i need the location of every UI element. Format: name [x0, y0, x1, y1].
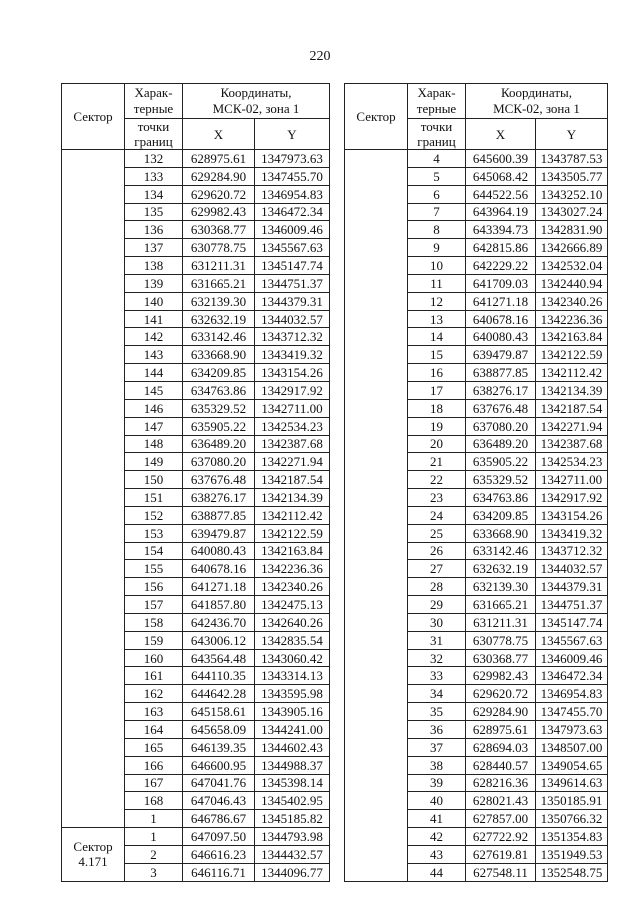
coord-y: 1346954.83	[536, 685, 608, 703]
coord-y: 1342340.26	[536, 292, 608, 310]
coord-y: 1343252.10	[536, 185, 608, 203]
header-y: Y	[255, 119, 330, 150]
coord-y: 1342112.42	[255, 506, 330, 524]
coord-x: 645068.42	[466, 167, 536, 185]
point-number: 15	[408, 346, 466, 364]
coord-y: 1344096.77	[255, 863, 330, 881]
coord-x: 644110.35	[183, 667, 255, 685]
coord-x: 641271.18	[183, 578, 255, 596]
point-number: 146	[125, 399, 183, 417]
coord-x: 630368.77	[183, 221, 255, 239]
point-number: 159	[125, 631, 183, 649]
coord-y: 1342534.23	[536, 453, 608, 471]
point-number: 24	[408, 506, 466, 524]
coord-y: 1343154.26	[255, 364, 330, 382]
point-number: 38	[408, 756, 466, 774]
coord-y: 1343060.42	[255, 649, 330, 667]
coord-y: 1342122.59	[536, 346, 608, 364]
coord-y: 1344032.57	[536, 560, 608, 578]
point-number: 157	[125, 596, 183, 614]
coordinates-table-right	[344, 83, 608, 882]
point-number: 164	[125, 721, 183, 739]
sector-label	[62, 828, 125, 882]
coord-y: 1344751.37	[536, 596, 608, 614]
point-number: 11	[408, 274, 466, 292]
coord-y: 1343505.77	[536, 167, 608, 185]
point-number: 165	[125, 738, 183, 756]
point-number: 10	[408, 257, 466, 275]
coord-y: 1346954.83	[255, 185, 330, 203]
coord-y: 1343419.32	[536, 524, 608, 542]
coord-x: 627857.00	[466, 810, 536, 828]
coord-x: 628975.61	[183, 150, 255, 168]
coord-y: 1346472.34	[536, 667, 608, 685]
coord-y: 1342711.00	[536, 471, 608, 489]
point-number: 150	[125, 471, 183, 489]
point-number: 136	[125, 221, 183, 239]
coord-y: 1347973.63	[255, 150, 330, 168]
point-number: 151	[125, 489, 183, 507]
coord-y: 1350766.32	[536, 810, 608, 828]
coord-y: 1342236.36	[255, 560, 330, 578]
coord-x: 643006.12	[183, 631, 255, 649]
coord-y: 1342835.54	[255, 631, 330, 649]
page-number: 220	[309, 49, 331, 64]
coord-y: 1342340.26	[255, 578, 330, 596]
coord-y: 1342271.94	[536, 417, 608, 435]
coord-y: 1343787.53	[536, 150, 608, 168]
point-number: 36	[408, 721, 466, 739]
point-number: 138	[125, 257, 183, 275]
header-points-bottom: точки границ	[125, 119, 183, 150]
coord-y: 1342440.94	[536, 274, 608, 292]
coord-x: 630778.75	[183, 239, 255, 257]
point-number: 22	[408, 471, 466, 489]
point-number: 3	[125, 863, 183, 881]
coord-x: 644522.56	[466, 185, 536, 203]
coord-x: 639479.87	[183, 524, 255, 542]
coord-y: 1351949.53	[536, 845, 608, 863]
coord-x: 639479.87	[466, 346, 536, 364]
coord-x: 640080.43	[466, 328, 536, 346]
point-number: 137	[125, 239, 183, 257]
header-points-top: Харак- терные	[125, 84, 183, 119]
coord-x: 632632.19	[466, 560, 536, 578]
coord-x: 644642.28	[183, 685, 255, 703]
coord-x: 635905.22	[183, 417, 255, 435]
coord-x: 645158.61	[183, 703, 255, 721]
coord-y: 1345567.63	[255, 239, 330, 257]
coord-x: 632139.30	[466, 578, 536, 596]
coord-y: 1342711.00	[255, 399, 330, 417]
coord-x: 628694.03	[466, 738, 536, 756]
point-number: 166	[125, 756, 183, 774]
coord-y: 1343419.32	[255, 346, 330, 364]
point-number: 145	[125, 381, 183, 399]
coord-x: 631211.31	[466, 613, 536, 631]
coord-x: 629284.90	[183, 167, 255, 185]
coord-x: 641709.03	[466, 274, 536, 292]
point-number: 35	[408, 703, 466, 721]
coord-x: 636489.20	[466, 435, 536, 453]
point-number: 44	[408, 863, 466, 881]
coord-x: 633142.46	[183, 328, 255, 346]
coord-x: 645658.09	[183, 721, 255, 739]
coord-y: 1342532.04	[536, 257, 608, 275]
coord-x: 634763.86	[466, 489, 536, 507]
coord-y: 1342187.54	[536, 399, 608, 417]
header-coords-title: Координаты, МСК-02, зона 1	[466, 84, 608, 119]
point-number: 20	[408, 435, 466, 453]
coord-y: 1345398.14	[255, 774, 330, 792]
coord-x: 641271.18	[466, 292, 536, 310]
coord-x: 646786.67	[183, 810, 255, 828]
point-number: 154	[125, 542, 183, 560]
coord-x: 637676.48	[466, 399, 536, 417]
coord-x: 642229.22	[466, 257, 536, 275]
point-number: 142	[125, 328, 183, 346]
coord-y: 1350185.91	[536, 792, 608, 810]
point-number: 42	[408, 828, 466, 846]
coord-y: 1342917.92	[255, 381, 330, 399]
point-number: 6	[408, 185, 466, 203]
point-number: 21	[408, 453, 466, 471]
coord-y: 1342475.13	[255, 596, 330, 614]
coord-y: 1348507.00	[536, 738, 608, 756]
coord-y: 1342387.68	[255, 435, 330, 453]
point-number: 4	[408, 150, 466, 168]
point-number: 13	[408, 310, 466, 328]
coord-x: 632632.19	[183, 310, 255, 328]
sector-cell	[345, 150, 408, 882]
coord-y: 1343595.98	[255, 685, 330, 703]
point-number: 23	[408, 489, 466, 507]
header-points-bottom: точки границ	[408, 119, 466, 150]
coord-x: 636489.20	[183, 435, 255, 453]
point-number: 32	[408, 649, 466, 667]
point-number: 168	[125, 792, 183, 810]
sector-label-line: 4.171	[78, 854, 108, 870]
coord-y: 1344432.57	[255, 845, 330, 863]
sector-cell	[62, 150, 125, 828]
point-number: 144	[125, 364, 183, 382]
header-x: X	[183, 119, 255, 150]
coord-y: 1343905.16	[255, 703, 330, 721]
coord-x: 647097.50	[183, 828, 255, 846]
coord-x: 635329.52	[466, 471, 536, 489]
table-row	[62, 828, 330, 846]
point-number: 8	[408, 221, 466, 239]
coord-y: 1344379.31	[536, 578, 608, 596]
point-number: 152	[125, 506, 183, 524]
coord-x: 634763.86	[183, 381, 255, 399]
point-number: 1	[125, 828, 183, 846]
coord-y: 1343154.26	[536, 506, 608, 524]
coord-x: 640080.43	[183, 542, 255, 560]
coord-y: 1344032.57	[255, 310, 330, 328]
coord-x: 634209.85	[466, 506, 536, 524]
point-number: 163	[125, 703, 183, 721]
coord-x: 638877.85	[466, 364, 536, 382]
coord-x: 635905.22	[466, 453, 536, 471]
coord-y: 1342122.59	[255, 524, 330, 542]
point-number: 12	[408, 292, 466, 310]
header-sector: Сектор	[345, 84, 408, 150]
point-number: 143	[125, 346, 183, 364]
coord-x: 629982.43	[466, 667, 536, 685]
coord-x: 633668.90	[183, 346, 255, 364]
point-number: 28	[408, 578, 466, 596]
coord-y: 1344379.31	[255, 292, 330, 310]
coord-x: 635329.52	[183, 399, 255, 417]
coord-x: 638276.17	[466, 381, 536, 399]
coord-y: 1346009.46	[536, 649, 608, 667]
table-body-left	[62, 150, 330, 882]
header-y: Y	[536, 119, 608, 150]
sector-label-line: Сектор	[73, 839, 113, 855]
coord-x: 631665.21	[466, 596, 536, 614]
point-number: 19	[408, 417, 466, 435]
point-number: 134	[125, 185, 183, 203]
coord-y: 1342271.94	[255, 453, 330, 471]
coord-y: 1343712.32	[255, 328, 330, 346]
point-number: 140	[125, 292, 183, 310]
coord-x: 629620.72	[466, 685, 536, 703]
coord-x: 646600.95	[183, 756, 255, 774]
coord-x: 633668.90	[466, 524, 536, 542]
point-number: 147	[125, 417, 183, 435]
header-x: X	[466, 119, 536, 150]
coord-y: 1342134.39	[255, 489, 330, 507]
coord-x: 638877.85	[183, 506, 255, 524]
coord-y: 1342917.92	[536, 489, 608, 507]
point-number: 148	[125, 435, 183, 453]
coord-x: 628440.57	[466, 756, 536, 774]
coord-y: 1343712.32	[536, 542, 608, 560]
coord-y: 1344751.37	[255, 274, 330, 292]
coord-y: 1342134.39	[536, 381, 608, 399]
point-number: 27	[408, 560, 466, 578]
coord-x: 643964.19	[466, 203, 536, 221]
coord-x: 643394.73	[466, 221, 536, 239]
coord-x: 637676.48	[183, 471, 255, 489]
coord-y: 1345185.82	[255, 810, 330, 828]
coord-y: 1352548.75	[536, 863, 608, 881]
point-number: 43	[408, 845, 466, 863]
point-number: 1	[125, 810, 183, 828]
coord-x: 646616.23	[183, 845, 255, 863]
coord-y: 1349054.65	[536, 756, 608, 774]
point-number: 160	[125, 649, 183, 667]
point-number: 2	[125, 845, 183, 863]
coord-x: 627619.81	[466, 845, 536, 863]
point-number: 149	[125, 453, 183, 471]
coord-x: 647041.76	[183, 774, 255, 792]
point-number: 37	[408, 738, 466, 756]
point-number: 133	[125, 167, 183, 185]
point-number: 34	[408, 685, 466, 703]
coord-x: 643564.48	[183, 649, 255, 667]
coord-x: 628216.36	[466, 774, 536, 792]
point-number: 16	[408, 364, 466, 382]
point-number: 153	[125, 524, 183, 542]
coord-y: 1346009.46	[255, 221, 330, 239]
header-coords-title: Координаты, МСК-02, зона 1	[183, 84, 330, 119]
point-number: 26	[408, 542, 466, 560]
coord-x: 646116.71	[183, 863, 255, 881]
coord-x: 629982.43	[183, 203, 255, 221]
point-number: 158	[125, 613, 183, 631]
coord-x: 637080.20	[183, 453, 255, 471]
coord-y: 1345147.74	[255, 257, 330, 275]
coordinates-table-left	[61, 83, 330, 882]
coord-y: 1351354.83	[536, 828, 608, 846]
point-number: 156	[125, 578, 183, 596]
coord-x: 627722.92	[466, 828, 536, 846]
coord-x: 645600.39	[466, 150, 536, 168]
coord-y: 1342387.68	[536, 435, 608, 453]
coord-x: 630778.75	[466, 631, 536, 649]
coord-x: 629284.90	[466, 703, 536, 721]
coord-y: 1343314.13	[255, 667, 330, 685]
coord-y: 1345567.63	[536, 631, 608, 649]
coord-y: 1347973.63	[536, 721, 608, 739]
point-number: 41	[408, 810, 466, 828]
point-number: 141	[125, 310, 183, 328]
coord-y: 1345402.95	[255, 792, 330, 810]
coord-x: 632139.30	[183, 292, 255, 310]
coord-x: 631665.21	[183, 274, 255, 292]
coord-y: 1344241.00	[255, 721, 330, 739]
point-number: 162	[125, 685, 183, 703]
point-number: 31	[408, 631, 466, 649]
coord-x: 641857.80	[183, 596, 255, 614]
point-number: 17	[408, 381, 466, 399]
coord-x: 627548.11	[466, 863, 536, 881]
coord-x: 629620.72	[183, 185, 255, 203]
point-number: 161	[125, 667, 183, 685]
coord-y: 1342163.84	[255, 542, 330, 560]
point-number: 7	[408, 203, 466, 221]
point-number: 39	[408, 774, 466, 792]
coord-y: 1344602.43	[255, 738, 330, 756]
coord-x: 642815.86	[466, 239, 536, 257]
header-points-top: Харак- терные	[408, 84, 466, 119]
point-number: 18	[408, 399, 466, 417]
point-number: 9	[408, 239, 466, 257]
coord-x: 638276.17	[183, 489, 255, 507]
coord-y: 1342831.90	[536, 221, 608, 239]
coord-x: 634209.85	[183, 364, 255, 382]
point-number: 155	[125, 560, 183, 578]
coord-y: 1342666.89	[536, 239, 608, 257]
coord-x: 631211.31	[183, 257, 255, 275]
coord-x: 640678.16	[466, 310, 536, 328]
header-sector: Сектор	[62, 84, 125, 150]
table-row	[62, 150, 330, 168]
point-number: 14	[408, 328, 466, 346]
coord-y: 1346472.34	[255, 203, 330, 221]
coord-y: 1343027.24	[536, 203, 608, 221]
coord-y: 1349614.63	[536, 774, 608, 792]
coord-x: 646139.35	[183, 738, 255, 756]
coord-y: 1345147.74	[536, 613, 608, 631]
point-number: 25	[408, 524, 466, 542]
point-number: 29	[408, 596, 466, 614]
point-number: 132	[125, 150, 183, 168]
coord-x: 628021.43	[466, 792, 536, 810]
point-number: 30	[408, 613, 466, 631]
point-number: 5	[408, 167, 466, 185]
point-number: 135	[125, 203, 183, 221]
point-number: 33	[408, 667, 466, 685]
coord-x: 633142.46	[466, 542, 536, 560]
coord-x: 630368.77	[466, 649, 536, 667]
coord-y: 1344988.37	[255, 756, 330, 774]
table-body-right	[345, 150, 608, 882]
coord-x: 640678.16	[183, 560, 255, 578]
coord-y: 1342112.42	[536, 364, 608, 382]
table-row	[345, 150, 608, 168]
coord-x: 647046.43	[183, 792, 255, 810]
coord-x: 628975.61	[466, 721, 536, 739]
coord-y: 1344793.98	[255, 828, 330, 846]
coord-y: 1342187.54	[255, 471, 330, 489]
coord-y: 1342236.36	[536, 310, 608, 328]
coord-x: 637080.20	[466, 417, 536, 435]
point-number: 40	[408, 792, 466, 810]
coord-x: 642436.70	[183, 613, 255, 631]
coord-y: 1342640.26	[255, 613, 330, 631]
coord-y: 1342534.23	[255, 417, 330, 435]
coord-y: 1347455.70	[255, 167, 330, 185]
point-number: 167	[125, 774, 183, 792]
point-number: 139	[125, 274, 183, 292]
coord-y: 1347455.70	[536, 703, 608, 721]
coord-y: 1342163.84	[536, 328, 608, 346]
